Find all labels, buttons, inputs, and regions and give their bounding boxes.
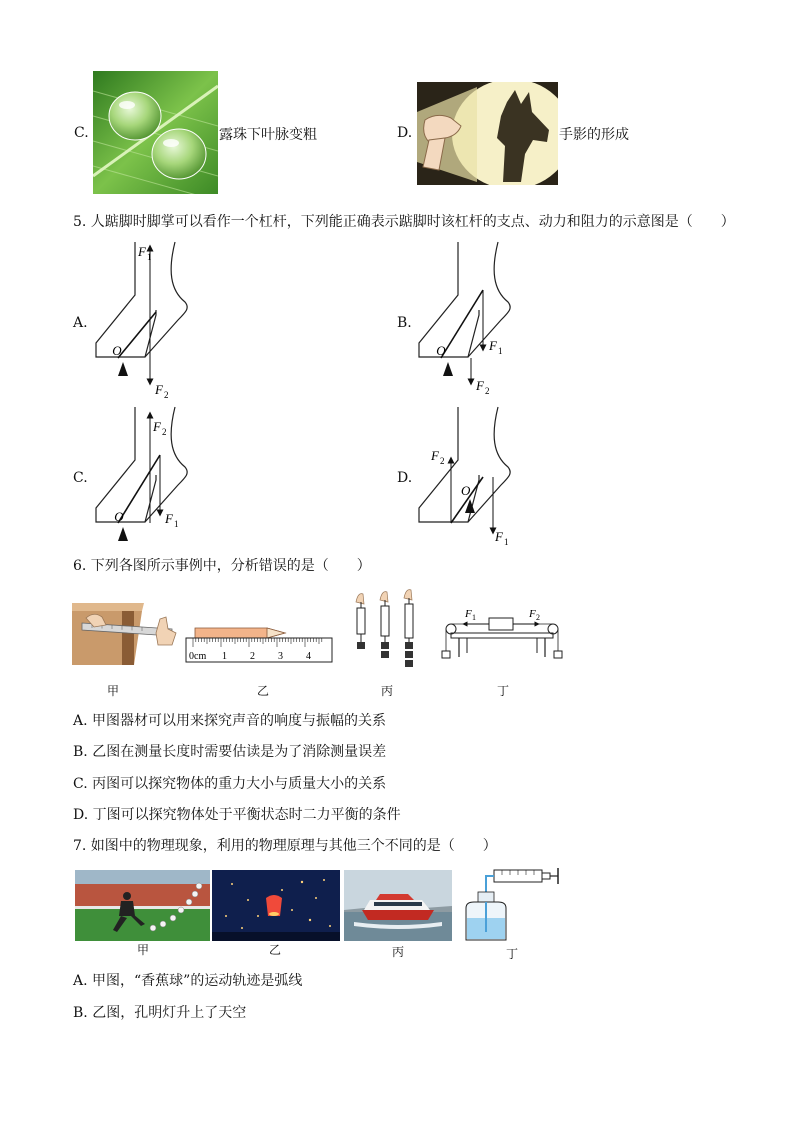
- q7-caption-yi: 乙: [269, 943, 282, 957]
- ruler-tick-label-2: 2: [250, 651, 255, 662]
- option-d-label: D.: [397, 125, 413, 141]
- q5-option-a-label: A.: [73, 315, 88, 331]
- q6-caption-ding: 丁: [497, 684, 510, 698]
- q5-option-b-label: B.: [397, 315, 412, 331]
- q6-option-c: C. 丙图可以探究物体的重力大小与质量大小的关系: [73, 776, 387, 792]
- q5a-force-up: F: [138, 244, 146, 259]
- question-6-stem: 6. 下列各图所示事例中，分析错误的是（ ）: [73, 558, 371, 574]
- q5a-force-down-sub: 2: [164, 390, 169, 400]
- q7-caption-ding: 丁: [506, 947, 519, 961]
- q5d-force-down: F: [495, 529, 503, 544]
- q6-force-f2: F: [529, 608, 536, 620]
- q7-bing-boat-photo: [344, 870, 452, 941]
- q5d-pivot-label: O: [461, 483, 471, 498]
- q5d-force-up: F: [431, 448, 439, 463]
- q6-caption-bing: 丙: [381, 684, 394, 698]
- q5b-force-down-sub: 2: [485, 386, 490, 396]
- question-5-stem: 5. 人踮脚时脚掌可以看作一个杠杆，下列能正确表示踮脚时该杠杆的支点、动力和阻力的示意图是（ ）: [73, 214, 735, 230]
- q6-caption-yi: 乙: [257, 684, 270, 698]
- ruler-tick-label-1: 1: [222, 651, 227, 662]
- q5-option-c-diagram: [90, 405, 200, 550]
- question-7-stem: 7. 如图中的物理现象，利用的物理原理与其他三个不同的是（ ）: [73, 838, 497, 854]
- q5-option-d-diagram: [413, 405, 523, 550]
- q7-yi-sky-lantern-photo: [212, 870, 340, 941]
- q5c-force-mid: F: [165, 511, 173, 526]
- q6-caption-jia: 甲: [107, 684, 120, 698]
- q6-force-f1-sub: 1: [472, 613, 476, 622]
- ruler-tick-label-3: 3: [278, 651, 283, 662]
- q5c-pivot-label: O: [114, 509, 124, 524]
- q6-force-f1: F: [465, 608, 472, 620]
- option-c-label: C.: [74, 125, 89, 141]
- q5b-force-mid-sub: 1: [498, 346, 503, 356]
- q5c-force-up: F: [153, 419, 161, 434]
- q6-yi-ruler-pencil: [185, 624, 333, 664]
- q6-bing-spring-scales: [350, 588, 422, 672]
- q5c-force-mid-sub: 1: [174, 519, 179, 529]
- q6-option-a: A. 甲图器材可以用来探究声音的响度与振幅的关系: [73, 713, 387, 729]
- q7-ding-syringe-bottle: [458, 866, 560, 944]
- ruler-tick-label-0: 0cm: [189, 651, 207, 662]
- q5b-force-down: F: [476, 378, 484, 393]
- q6-option-b: B. 乙图在测量长度时需要估读是为了消除测量误差: [73, 744, 387, 760]
- dew-leaf-photo: [93, 71, 218, 194]
- q5-option-b-diagram: [413, 240, 523, 400]
- hand-shadow-photo: [417, 82, 558, 185]
- q5a-force-up-sub: 1: [147, 252, 152, 262]
- option-d-text: 手影的形成: [559, 127, 629, 143]
- q5a-pivot-label: O: [112, 343, 122, 358]
- q5c-force-up-sub: 2: [162, 427, 167, 437]
- q7-caption-jia: 甲: [137, 943, 150, 957]
- q6-jia-ruler-table: [72, 603, 182, 665]
- q7-option-a: A. 甲图，“香蕉球”的运动轨迹是弧线: [73, 973, 303, 989]
- q6-force-f2-sub: 2: [536, 613, 540, 622]
- q6-ding-balance-apparatus: [437, 603, 567, 665]
- q7-option-b: B. 乙图，孔明灯升上了天空: [73, 1005, 247, 1021]
- q5b-pivot-label: O: [436, 343, 446, 358]
- q5d-force-up-sub: 2: [440, 456, 445, 466]
- q7-caption-bing: 丙: [392, 945, 405, 959]
- q5d-force-down-sub: 1: [504, 537, 509, 547]
- q5a-force-down: F: [155, 382, 163, 397]
- q5b-force-mid: F: [489, 338, 497, 353]
- option-c-text: 露珠下叶脉变粗: [219, 127, 317, 143]
- q5-option-d-label: D.: [397, 470, 413, 486]
- ruler-tick-label-4: 4: [306, 651, 311, 662]
- q5-option-a-diagram: [90, 240, 200, 400]
- q5-option-c-label: C.: [73, 470, 88, 486]
- q7-jia-football-photo: [75, 870, 210, 941]
- q6-option-d: D. 丁图可以探究物体处于平衡状态时二力平衡的条件: [73, 807, 401, 823]
